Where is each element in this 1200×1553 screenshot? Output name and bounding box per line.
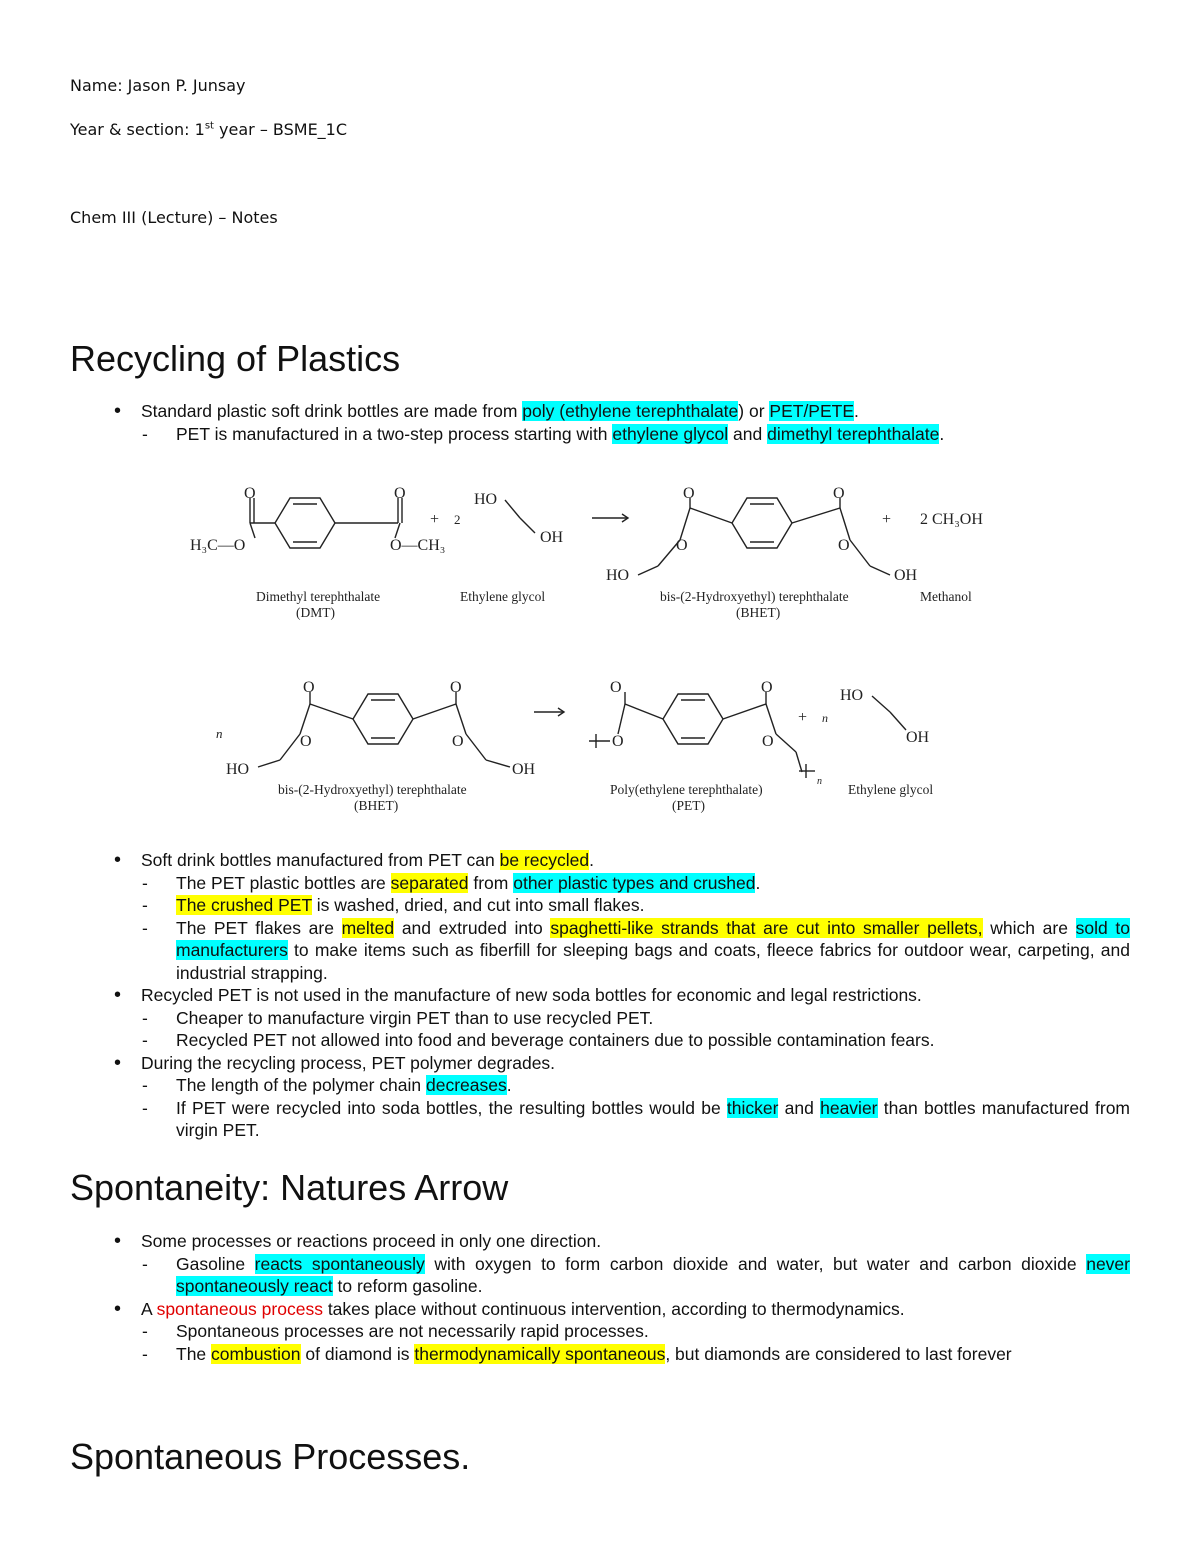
reaction-scheme-2 xyxy=(200,672,980,822)
compound-label-eg: Ethylene glycol xyxy=(460,589,546,604)
list-item: - If PET were recycled into soda bottles, the resulting bottles would be thicker and heavier than bottles manufactured from virgin PET. xyxy=(70,1097,1130,1142)
atom-label: O—CH₃ xyxy=(390,537,446,554)
methanol-formula: 2 CH₃OH xyxy=(920,511,983,528)
recycling-intro-list xyxy=(70,400,1130,445)
list-item: • A spontaneous process takes place without continuous intervention, according to thermodynamics. xyxy=(70,1298,1130,1321)
coefficient: n xyxy=(216,726,223,741)
atom-label: O xyxy=(833,485,845,502)
compound-abbr-bhet: (BHET) xyxy=(736,605,781,620)
list-item: • Standard plastic soft drink bottles are made from poly (ethylene terephthalate) or PET/PETE. xyxy=(70,400,1130,423)
section-title-spontaneity: Spontaneity: Natures Arrow xyxy=(70,1167,509,1208)
compound-label-dmt: Dimethyl terephthalate xyxy=(256,589,381,604)
atom-label: O xyxy=(683,485,695,502)
plus-sign: + xyxy=(430,511,440,528)
atom-label: HO xyxy=(226,761,250,778)
plus-sign: + xyxy=(798,709,808,726)
list-item: - Gasoline reacts spontaneously with oxygen to form carbon dioxide and water, but water and carbon dioxide never spontaneously react to reform gasoline. xyxy=(70,1253,1130,1298)
atom-label: O xyxy=(244,485,256,502)
atom-label: OH xyxy=(894,567,918,584)
compound-abbr-bhet: (BHET) xyxy=(354,798,399,813)
atom-label: O xyxy=(762,733,774,750)
atom-label: O xyxy=(610,679,622,696)
atom-label: HO xyxy=(474,491,498,508)
list-item: - Recycled PET not allowed into food and beverage containers due to possible contamination fears. xyxy=(70,1029,1130,1052)
coefficient: 2 xyxy=(454,512,461,527)
list-item: - Spontaneous processes are not necessarily rapid processes. xyxy=(70,1320,1130,1343)
atom-label: OH xyxy=(512,761,536,778)
section-title-spontaneous-processes: Spontaneous Processes. xyxy=(70,1436,471,1477)
atom-label: O xyxy=(612,733,624,750)
atom-label: HO xyxy=(840,687,864,704)
plus-sign: + xyxy=(882,511,892,528)
compound-label-bhet: bis-(2-Hydroxyethyl) terephthalate xyxy=(660,589,849,604)
atom-label: O xyxy=(450,679,462,696)
list-item: • During the recycling process, PET polymer degrades. xyxy=(70,1052,1130,1075)
list-item: - The PET plastic bottles are separated from other plastic types and crushed. xyxy=(70,872,1130,895)
name-line: Name: Jason P. Junsay xyxy=(70,76,246,95)
list-item: - PET is manufactured in a two-step process starting with ethylene glycol and dimethyl terephthalate. xyxy=(70,423,1130,446)
atom-label: O xyxy=(676,537,688,554)
atom-label: O xyxy=(761,679,773,696)
list-item: • Some processes or reactions proceed in only one direction. xyxy=(70,1230,1130,1253)
compound-label-bhet: bis-(2-Hydroxyethyl) terephthalate xyxy=(278,782,467,797)
reaction-scheme-1 xyxy=(180,478,1020,628)
list-item: - The combustion of diamond is thermodynamically spontaneous, but diamonds are considered to last forever xyxy=(70,1343,1130,1366)
compound-abbr-pet: (PET) xyxy=(672,798,705,813)
list-item: • Recycled PET is not used in the manufacture of new soda bottles for economic and legal restrictions. xyxy=(70,984,1130,1007)
compound-abbr-dmt: (DMT) xyxy=(296,605,335,620)
list-item: - The length of the polymer chain decreases. xyxy=(70,1074,1130,1097)
atom-label: O xyxy=(452,733,464,750)
atom-label: HO xyxy=(606,567,630,584)
atom-label: O xyxy=(394,485,406,502)
year-section-line: Year & section: 1st year – BSME_1C xyxy=(70,120,348,139)
recycling-details-list xyxy=(70,849,1130,1142)
list-item: - The crushed PET is washed, dried, and cut into small flakes. xyxy=(70,894,1130,917)
spontaneity-list xyxy=(70,1230,1130,1365)
compound-label-methanol: Methanol xyxy=(920,589,972,604)
atom-label: OH xyxy=(540,529,564,546)
compound-label-pet: Poly(ethylene terephthalate) xyxy=(610,782,763,797)
list-item: - Cheaper to manufacture virgin PET than to use recycled PET. xyxy=(70,1007,1130,1030)
atom-label: O xyxy=(300,733,312,750)
atom-label: O xyxy=(303,679,315,696)
course-line: Chem III (Lecture) – Notes xyxy=(70,208,278,227)
section-title-recycling: Recycling of Plastics xyxy=(70,338,401,379)
list-item: - The PET flakes are melted and extruded into spaghetti-like strands that are cut into smaller pellets, which are sold to manufacturers to make items such as fiberfill for sleeping bags and coats, fleece fabrics for outdoor wear, carpeting, and industrial strapping. xyxy=(70,917,1130,985)
atom-label: H₃C—O xyxy=(190,537,246,554)
subscript-n: n xyxy=(817,776,822,787)
atom-label: O xyxy=(838,537,850,554)
coefficient: n xyxy=(822,711,828,725)
compound-label-eg: Ethylene glycol xyxy=(848,782,934,797)
list-item: • Soft drink bottles manufactured from PET can be recycled. xyxy=(70,849,1130,872)
atom-label: OH xyxy=(906,729,930,746)
